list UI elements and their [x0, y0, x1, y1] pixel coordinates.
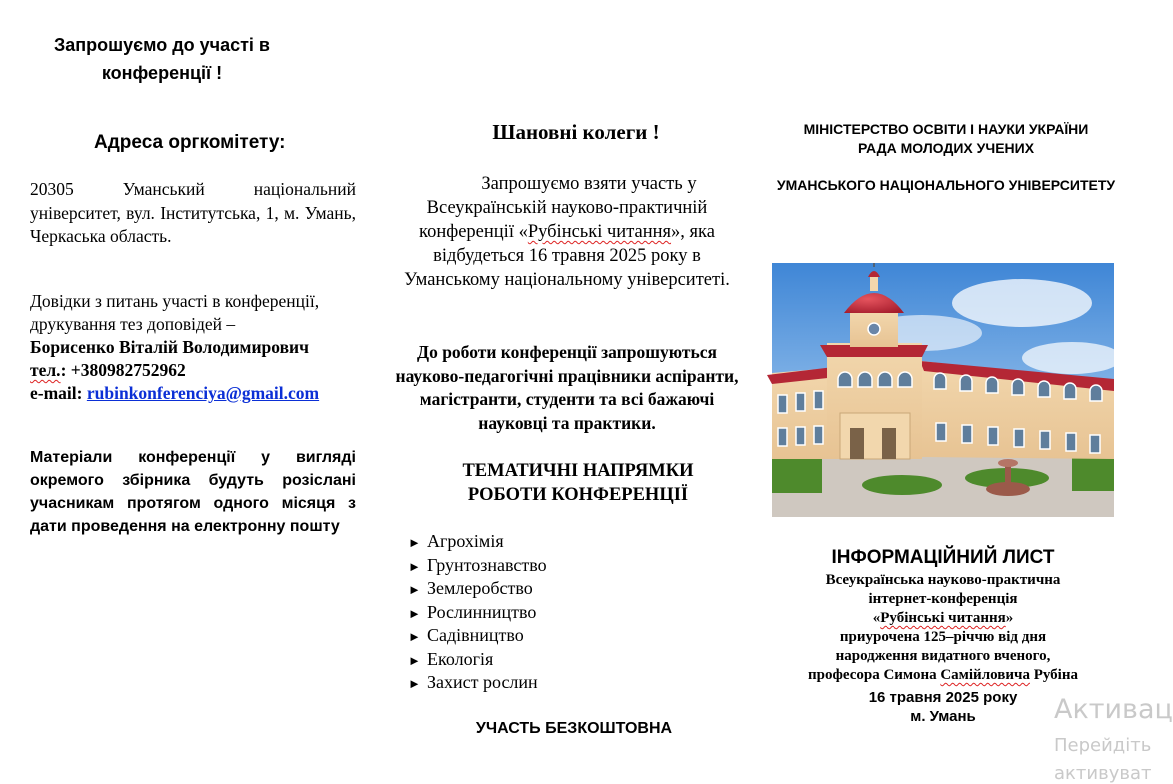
bullet-triangle-icon: ► — [408, 652, 421, 668]
conference-city: м. Умань — [910, 708, 976, 725]
conference-name-text: Рубінські читання — [880, 610, 1006, 626]
university-building-photo — [772, 263, 1114, 517]
conference-name — [762, 609, 1124, 628]
ministry-name: МІНІСТЕРСТВО ОСВІТИ І НАУКИ УКРАЇНИ — [803, 121, 1089, 137]
conference-details — [762, 571, 1124, 685]
topics-heading-line-1: ТЕМАТИЧНІ НАПРЯМКИ — [462, 461, 694, 481]
materials-text: Матеріали конференції у вигляді окремого збірника будуть розіслані учасникам протягом одного місяця з дати проведення на електронну пошту — [30, 449, 356, 535]
council-name: РАДА МОЛОДИХ УЧЕНИХ — [857, 140, 1035, 156]
intro-text-start: Запрошуємо взяти участь у Всеукраїнській науково-практичній конференції « — [419, 174, 708, 242]
bullet-triangle-icon: ► — [408, 676, 421, 691]
email-link[interactable]: rubinkonferenciya@gmail.com — [86, 383, 320, 403]
contact-name: Борисенко Віталій Володимирович — [30, 337, 309, 357]
greeting: Шановні колеги ! — [492, 120, 660, 144]
phone-value: : +380982752962 — [60, 360, 186, 380]
topic-item — [408, 530, 547, 554]
topic-item — [408, 601, 547, 625]
anniversary-line-2: народження видатного вченого, — [835, 648, 1051, 664]
address-heading: Адреса оргкомітету: — [94, 132, 286, 153]
conference-date: 16 травня 2025 року — [868, 689, 1018, 706]
topics-heading — [400, 459, 756, 507]
bullet-triangle-icon: ► — [408, 582, 421, 597]
phone-line — [30, 359, 370, 382]
topic-item — [408, 648, 547, 672]
topic-label: Грунтознавство — [427, 554, 547, 575]
activation-watermark-line-2: Перейдіть — [1054, 735, 1152, 756]
phone-label: тел. — [30, 360, 61, 380]
conference-type-line-2: інтернет-конференція — [868, 591, 1018, 607]
address-text: 20305 Уманський національний університет, вул. Інститутська, 1, м. Умань, Черкаська область. — [30, 179, 356, 246]
org-header — [772, 120, 1120, 195]
topic-item — [408, 671, 547, 695]
bullet-triangle-icon: ► — [408, 605, 421, 621]
professor-line-start: професора Симона — [808, 667, 941, 683]
topic-label: Агрохімія — [427, 531, 504, 551]
activation-watermark-title: Активац — [1054, 694, 1173, 725]
professor-line — [762, 666, 1124, 685]
email-label: e-mail: — [30, 383, 87, 403]
topic-label: Землеробство — [427, 578, 533, 598]
invite-line-1: Запрошуємо до участі в — [54, 35, 270, 55]
topics-list — [408, 530, 547, 695]
topic-label: Захист рослин — [427, 672, 538, 692]
professor-line-end: Рубіна — [1029, 667, 1078, 683]
info-line-2: друкування тез доповідей – — [30, 314, 236, 334]
topic-item — [408, 624, 547, 648]
anniversary-line-1: приурочена 125–річчю від дня — [839, 629, 1047, 645]
topic-item — [408, 577, 547, 601]
topics-heading-line-2: РОБОТИ КОНФЕРЕНЦІЇ — [467, 485, 689, 505]
invite-line-2: конференції ! — [101, 63, 223, 83]
conference-name-open-quote: « — [872, 610, 881, 626]
professor-patronymic: Самійловича — [940, 667, 1030, 683]
email-line — [30, 382, 370, 405]
info-line-1: Довідки з питань участі в конференції, — [30, 291, 320, 311]
contact-info — [30, 290, 370, 405]
bullet-triangle-icon: ► — [408, 558, 421, 574]
university-name: УМАНСЬКОГО НАЦІОНАЛЬНОГО УНІВЕРСИТЕТУ — [776, 177, 1116, 193]
topic-label: Рослинництво — [427, 601, 537, 622]
invite-heading — [30, 31, 294, 87]
conference-type-line-1: Всеукраїнська науково-практична — [825, 572, 1061, 588]
conference-name-close-quote: » — [1005, 610, 1014, 626]
topic-label: Садівництво — [427, 625, 524, 645]
activation-watermark-line-3: активуват — [1054, 763, 1152, 784]
free-participation: УЧАСТЬ БЕЗКОШТОВНА — [475, 720, 673, 737]
info-sheet-title: ІНФОРМАЦІЙНИЙ ЛИСТ — [831, 547, 1055, 568]
bullet-triangle-icon: ► — [408, 535, 421, 550]
topic-item — [408, 554, 547, 578]
intro-conference-name: Рубінські читання — [527, 222, 672, 242]
intro-text — [394, 172, 740, 292]
audience-text: До роботи конференції запрошуються науково-педагогічні працівники аспіранти, магістранти, студенти та всі бажаючі науковці та практики. — [395, 342, 739, 433]
topic-label: Екологія — [427, 648, 494, 669]
intro-text-end: », яка відбудеться 16 травня 2025 року в Уманському національному університеті. — [404, 222, 730, 290]
bullet-triangle-icon: ► — [408, 629, 421, 644]
